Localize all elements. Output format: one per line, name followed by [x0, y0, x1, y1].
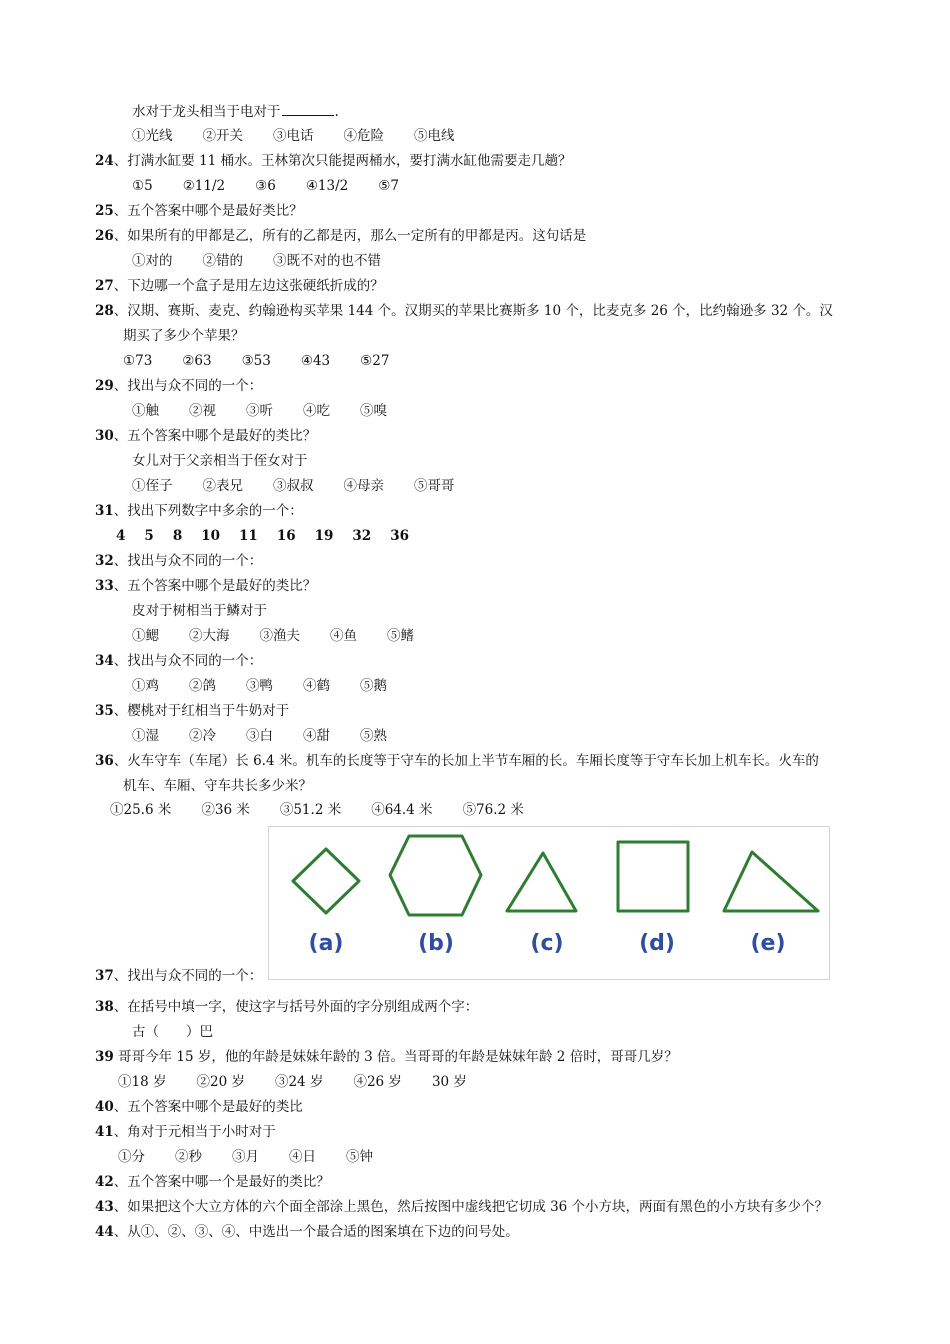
option: ⑤熟 — [360, 728, 387, 744]
option: ②开关 — [202, 128, 243, 144]
option: ⑤27 — [360, 353, 390, 369]
option: ⑤嗅 — [360, 403, 387, 419]
question-number: 36 — [95, 753, 114, 769]
sequence-number: 8 — [172, 528, 183, 544]
question-43 — [95, 1198, 828, 1216]
option: ⑤鹅 — [360, 678, 387, 694]
question-number: 30 — [95, 428, 114, 444]
option: ④鱼 — [330, 628, 357, 644]
number-sequence — [116, 527, 428, 545]
option: ②秒 — [175, 1149, 202, 1165]
question-number: 27 — [95, 278, 114, 294]
option: ⑤鳍 — [387, 628, 414, 644]
option: ③51.2 米 — [279, 802, 342, 818]
question-36 — [95, 752, 819, 770]
question-text: 、汉期、赛斯、麦克、约翰逊构买苹果 144 个。汉期买的苹果比赛斯多 10 个，比麦克多 26 个，比约翰逊多 32 个。汉 — [113, 303, 833, 319]
option: ①73 — [123, 353, 153, 369]
option: ③鸭 — [246, 678, 273, 694]
option: ④日 — [289, 1149, 316, 1165]
question-28-continued — [123, 327, 245, 345]
question-number: 35 — [95, 703, 114, 719]
option: ⑤哥哥 — [414, 478, 455, 494]
option: ①湿 — [132, 728, 159, 744]
options-row — [132, 727, 417, 745]
shape-label-d: (d) — [639, 931, 675, 956]
question-38 — [95, 998, 478, 1016]
options-row — [132, 177, 429, 195]
shape-label-a: (a) — [308, 931, 344, 956]
options-row — [110, 801, 554, 819]
shape-label-b: (b) — [418, 931, 454, 956]
question-number: 43 — [95, 1199, 114, 1215]
question-text: 、找出与众不同的一个： — [113, 553, 263, 569]
sequence-number: 4 — [116, 528, 126, 544]
question-number: 39 — [95, 1049, 114, 1065]
option: ⑤钟 — [346, 1149, 373, 1165]
question-text: 、下边哪一个盒子是用左边这张硬纸折成的？ — [113, 278, 384, 294]
triangle-shape — [507, 853, 576, 911]
question-text: 、角对于元相当于小时对于 — [113, 1124, 276, 1140]
option: ①鸡 — [132, 678, 159, 694]
question-37 — [95, 967, 262, 985]
option: ①5 — [132, 178, 153, 194]
question-text: 、找出与众不同的一个： — [113, 378, 263, 394]
question-text: 、如果把这个大立方体的六个面全部涂上黑色，然后按图中虚线把它切成 36 个小方块，两面有黑色的小方块有多少个？ — [113, 1199, 829, 1215]
option: ③既不对的也不错 — [273, 253, 381, 269]
question-40 — [95, 1098, 303, 1116]
question-text: 、在括号中填一字，使这字与括号外面的字分别组成两个字： — [113, 999, 479, 1015]
option: ⑤7 — [378, 178, 399, 194]
option: ⑤电线 — [414, 128, 455, 144]
character-puzzle — [132, 1023, 213, 1041]
option: ④吃 — [303, 403, 330, 419]
shape-label-e: (e) — [750, 931, 786, 956]
options-row — [132, 252, 411, 270]
question-35 — [95, 702, 289, 720]
question-27 — [95, 277, 384, 295]
option: ②错的 — [202, 253, 243, 269]
question-29 — [95, 377, 262, 395]
question-text: 、如果所有的甲都是乙，所有的乙都是丙，那么一定所有的甲都是丙。这句话是 — [113, 228, 587, 244]
option: ①触 — [132, 403, 159, 419]
option: ③渔夫 — [259, 628, 300, 644]
sequence-number: 36 — [390, 528, 409, 544]
question-text: 女儿对于父亲相当于侄女对于 — [132, 453, 308, 469]
question-34 — [95, 652, 262, 670]
option: ④母亲 — [343, 478, 384, 494]
question-text: 、找出与众不同的一个： — [113, 968, 263, 984]
sequence-number: 5 — [144, 528, 154, 544]
hexagon-shape — [390, 836, 481, 915]
question-number: 28 — [95, 303, 114, 319]
option: ④甜 — [303, 728, 330, 744]
analogy-prompt — [132, 452, 308, 470]
question-42 — [95, 1173, 330, 1191]
question-text: 、五个答案中哪个是最好的类比？ — [113, 578, 317, 594]
option: 30 岁 — [431, 1074, 467, 1090]
option: ③24 岁 — [274, 1074, 324, 1090]
option: ②11/2 — [182, 178, 226, 194]
option: ①对的 — [132, 253, 173, 269]
question-number: 31 — [95, 503, 114, 519]
shapes-figure — [268, 826, 830, 980]
option: ②20 岁 — [196, 1074, 245, 1090]
question-number: 42 — [95, 1174, 114, 1190]
question-text: 、五个答案中哪个是最好的类比？ — [113, 428, 317, 444]
square-shape — [618, 842, 688, 911]
options-row — [132, 402, 417, 420]
option: ④危险 — [343, 128, 384, 144]
question-26 — [95, 227, 586, 245]
options-row — [118, 1148, 403, 1166]
question-31 — [95, 502, 303, 520]
sequence-number: 11 — [239, 528, 258, 544]
option: ②36 米 — [201, 802, 250, 818]
question-text: 皮对于树相当于鳞对于 — [132, 603, 267, 619]
question-number: 24 — [95, 153, 114, 169]
question-number: 26 — [95, 228, 114, 244]
option: ②大海 — [189, 628, 230, 644]
option: ②鸽 — [189, 678, 216, 694]
options-row — [123, 352, 419, 370]
question-text: 、打满水缸要 11 桶水。王林第次只能提两桶水，要打满水缸他需要走几趟？ — [113, 153, 572, 169]
option: ②63 — [182, 353, 212, 369]
question-30 — [95, 427, 316, 445]
option: ④13/2 — [305, 178, 349, 194]
options-row — [132, 627, 444, 645]
question-41 — [95, 1123, 276, 1141]
option: ①25.6 米 — [110, 802, 172, 818]
option: ③听 — [246, 403, 273, 419]
option: ②视 — [189, 403, 216, 419]
option: ③叔叔 — [273, 478, 314, 494]
question-33 — [95, 577, 316, 595]
question-text: 、找出与众不同的一个： — [113, 653, 263, 669]
question-44 — [95, 1223, 519, 1241]
option: ②表兄 — [202, 478, 243, 494]
question-text: 、火车守车（车尾）长 6.4 米。机车的长度等于守车的长加上半节车厢的长。车厢长度等于守车长加上机车长。火车的 — [113, 753, 819, 769]
question-number: 44 — [95, 1224, 114, 1240]
question-number: 29 — [95, 378, 114, 394]
question-text: 、樱桃对于红相当于牛奶对于 — [113, 703, 290, 719]
question-28 — [95, 302, 833, 320]
question-25 — [95, 202, 303, 220]
question-text: 、五个答案中哪一个是最好的类比？ — [113, 1174, 330, 1190]
sequence-number: 19 — [314, 528, 334, 544]
options-row — [118, 1073, 497, 1091]
option: ④26 岁 — [353, 1074, 402, 1090]
question-text: 、五个答案中哪个是最好的类比 — [113, 1099, 303, 1115]
question-number: 32 — [95, 553, 114, 569]
analogy-tail: . — [334, 104, 339, 120]
question-39 — [95, 1048, 678, 1066]
question-24 — [95, 152, 572, 170]
answer-blank — [282, 102, 334, 116]
question-36-continued — [123, 777, 312, 795]
analogy-prompt — [132, 102, 339, 121]
analogy-text: 水对于龙头相当于电对于 — [132, 104, 281, 120]
option: ①侄子 — [132, 478, 173, 494]
question-text: 、从①、②、③、④、中选出一个最合适的图案填在下边的问号处。 — [113, 1224, 519, 1240]
shape-label-c: (c) — [530, 931, 564, 956]
question-32 — [95, 552, 262, 570]
options-row — [132, 677, 417, 695]
question-number: 25 — [95, 203, 114, 219]
option: ③电话 — [273, 128, 314, 144]
question-number: 41 — [95, 1124, 114, 1140]
question-text: 期买了多少个苹果？ — [123, 328, 245, 344]
option: ③6 — [255, 178, 276, 194]
sequence-number: 16 — [276, 528, 296, 544]
option: ①分 — [118, 1149, 145, 1165]
option: ①光线 — [132, 128, 173, 144]
sequence-number: 32 — [352, 528, 372, 544]
option: ②冷 — [189, 728, 216, 744]
question-number: 40 — [95, 1099, 114, 1115]
question-number: 37 — [95, 968, 114, 984]
question-number: 38 — [95, 999, 114, 1015]
options-row — [132, 127, 485, 145]
option: ⑤76.2 米 — [462, 802, 524, 818]
option: ①18 岁 — [118, 1074, 167, 1090]
question-text: 、五个答案中哪个是最好类比？ — [113, 203, 303, 219]
diamond-shape — [293, 849, 359, 913]
options-row — [132, 477, 485, 495]
question-text: 古（ ）巴 — [132, 1024, 213, 1040]
sequence-number: 10 — [201, 528, 221, 544]
option: ③53 — [241, 353, 271, 369]
question-text: 机车、车厢、守车共长多少米？ — [123, 778, 312, 794]
option: ③月 — [232, 1149, 259, 1165]
option: ④鹤 — [303, 678, 330, 694]
question-number: 33 — [95, 578, 114, 594]
question-text: 哥哥今年 15 岁，他的年龄是妹妹年龄的 3 倍。当哥哥的年龄是妹妹年龄 2 倍时，哥哥几岁？ — [113, 1049, 678, 1065]
option: ④43 — [300, 353, 331, 369]
question-text: 、找出下列数字中多余的一个： — [113, 503, 303, 519]
option: ①鳃 — [132, 628, 159, 644]
option: ③白 — [246, 728, 273, 744]
shapes-svg — [269, 827, 829, 979]
question-number: 34 — [95, 653, 114, 669]
obtuse-triangle-shape — [724, 852, 818, 911]
option: ④64.4 米 — [371, 802, 433, 818]
analogy-prompt — [132, 602, 267, 620]
